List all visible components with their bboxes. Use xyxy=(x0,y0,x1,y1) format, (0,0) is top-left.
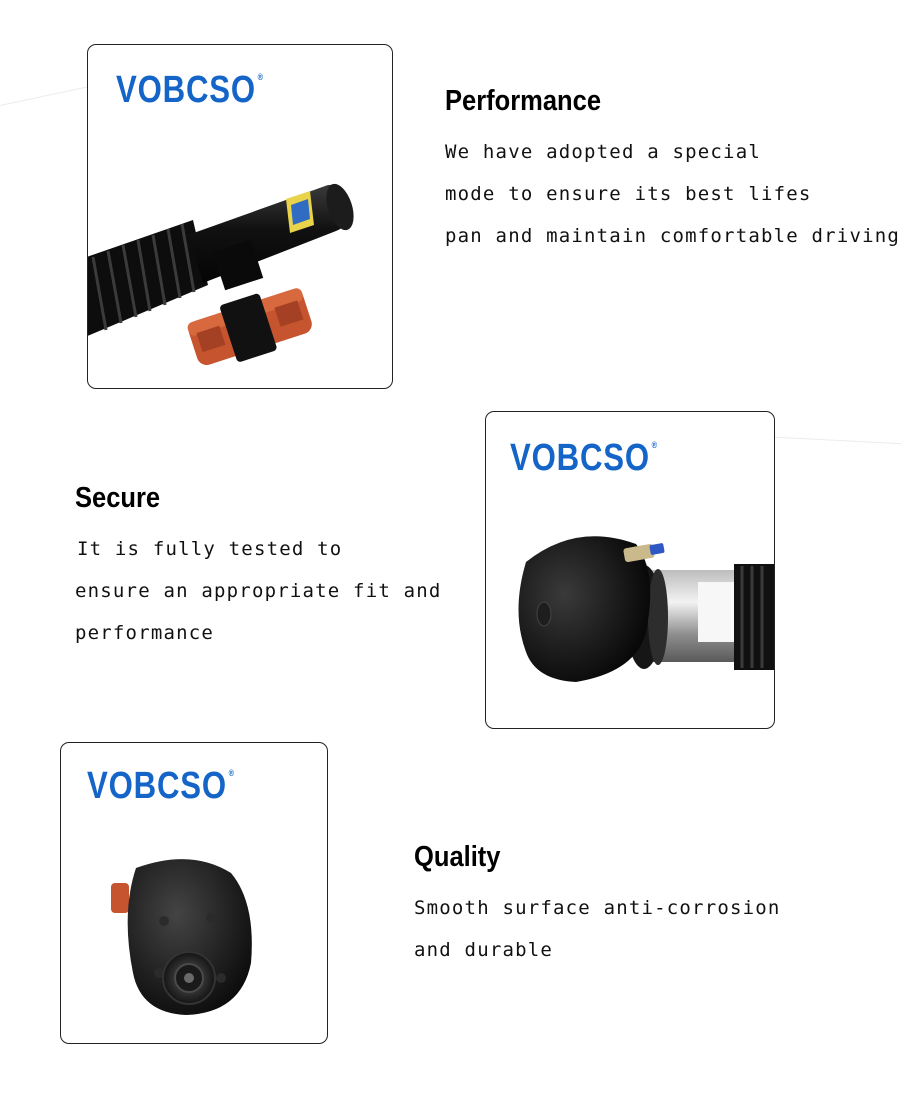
performance-text-line: We have adopted a special xyxy=(445,141,761,163)
product-card-secure xyxy=(485,411,775,729)
brand-logo: VOBCSO ® xyxy=(116,69,264,111)
section-heading-quality: Quality xyxy=(414,841,501,873)
brand-logo: VOBCSO ® xyxy=(87,765,235,807)
product-card-quality xyxy=(60,742,328,1044)
brand-logo: VOBCSO ® xyxy=(510,437,658,479)
product-card-performance xyxy=(87,44,393,389)
performance-text-line: mode to ensure its best lifes xyxy=(445,183,812,205)
quality-text-line: and durable xyxy=(414,939,554,961)
secure-text-line: performance xyxy=(75,622,215,644)
air-spring-cap-image xyxy=(61,843,327,1043)
air-strut-image xyxy=(88,165,392,388)
quality-text-line: Smooth surface anti-corrosion xyxy=(414,897,781,919)
secure-text-line: It is fully tested to xyxy=(77,538,343,560)
air-spring-top-image xyxy=(486,522,774,728)
performance-text-line: pan and maintain comfortable driving xyxy=(445,225,901,247)
section-heading-performance: Performance xyxy=(445,85,602,117)
section-heading-secure: Secure xyxy=(75,482,161,514)
secure-text-line: ensure an appropriate fit and xyxy=(75,580,442,602)
